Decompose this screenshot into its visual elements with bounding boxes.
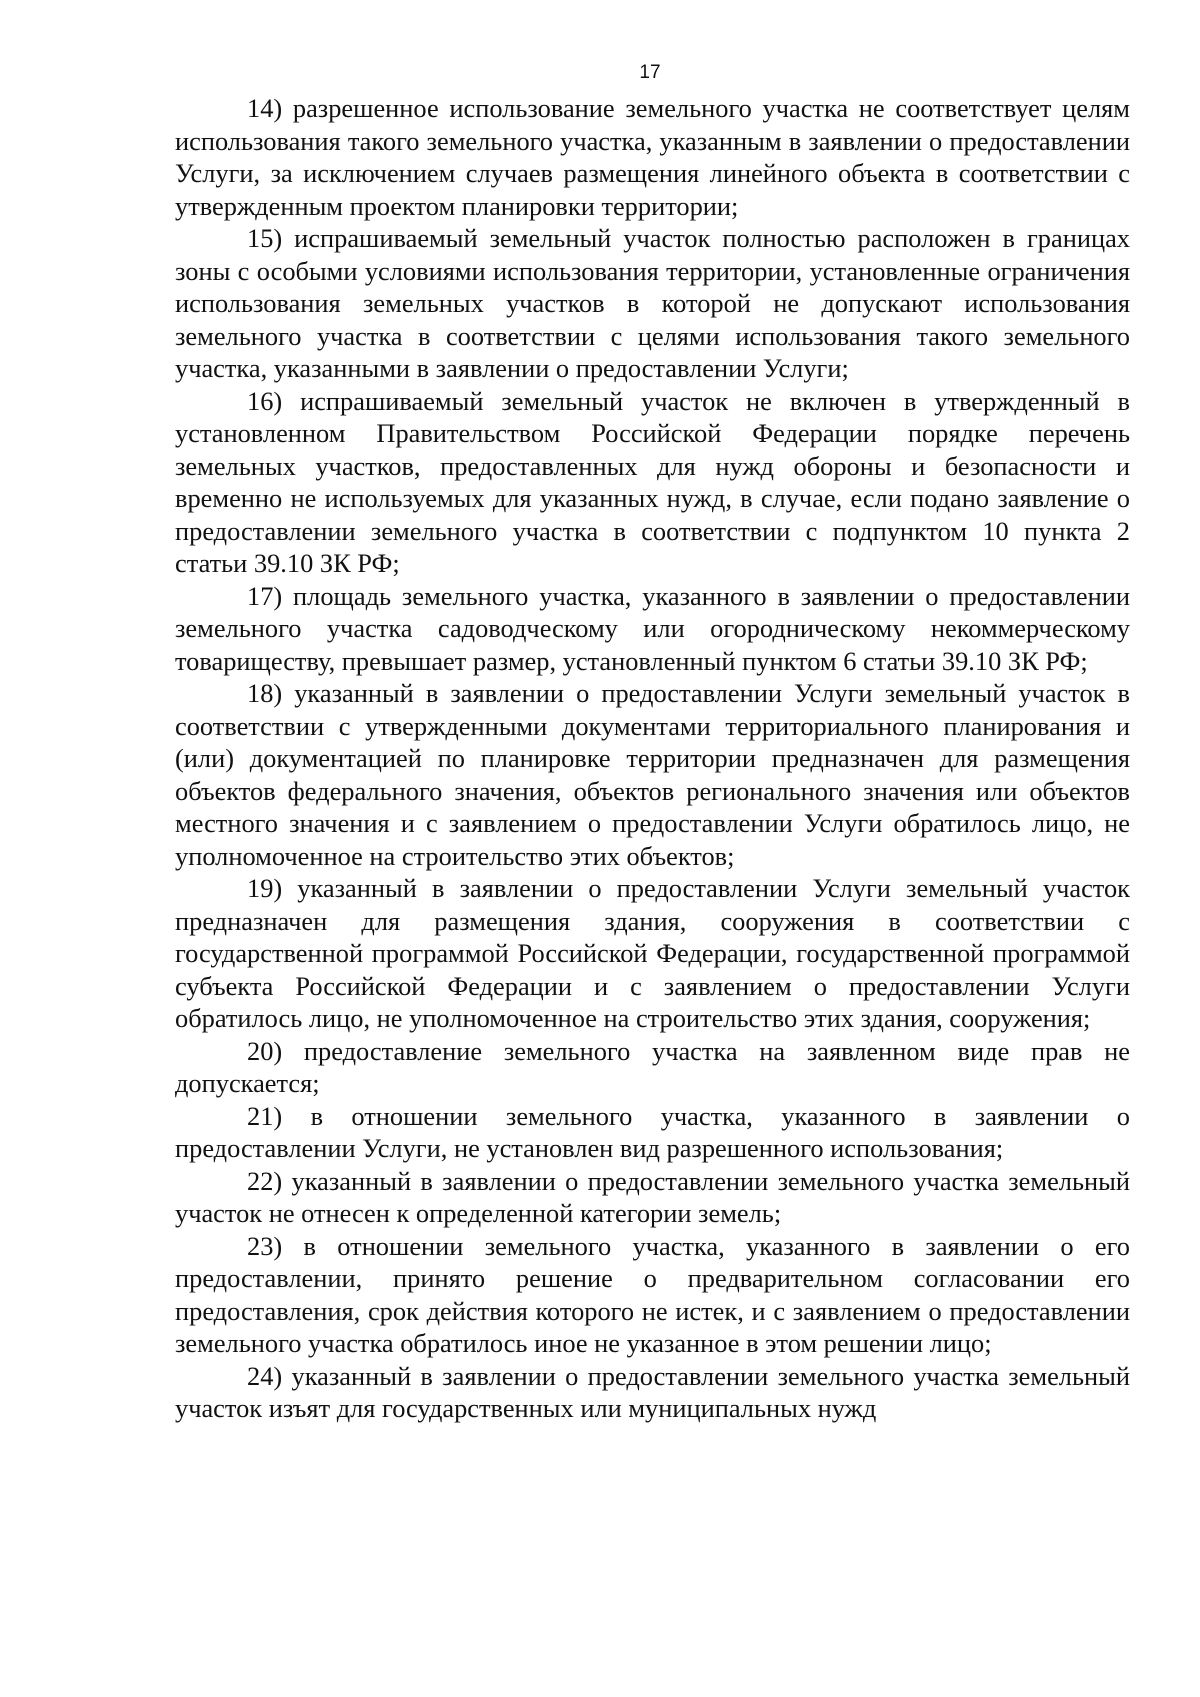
paragraph-item-18: 18) указанный в заявлении о предоставлении Услуги земельный участок в соответствии с утвержденными документами территориального планирования и (или) документацией по планировке территории предназначен для размещения объектов федерального значения, объектов регионального значения или объектов местного значения и с заявлением о предоставлении Услуги обратилось лицо, не уполномоченное на строительство этих объектов; xyxy=(175,678,1130,871)
paragraph-item-21: 21) в отношении земельного участка, указанного в заявлении о предоставлении Услуги, не установлен вид разрешенного использования; xyxy=(175,1100,1130,1163)
paragraph-item-20: 20) предоставление земельного участка на заявленном виде прав не допускается; xyxy=(175,1035,1130,1098)
paragraph-item-17: 17) площадь земельного участка, указанного в заявлении о предоставлении земельного участка садоводческому или огородническому некоммерческому товариществу, превышает размер, установленный пунктом 6 статьи 39.10 ЗК РФ; xyxy=(175,580,1130,676)
paragraph-item-19: 19) указанный в заявлении о предоставлении Услуги земельный участок предназначен для размещения здания, сооружения в соответствии с государственной программой Российской Федерации, государственной программой субъекта Российской Федерации и с заявлением о предоставлении Услуги обратилось лицо, не уполномоченное на строительство этих здания, сооружения; xyxy=(175,873,1130,1033)
document-body xyxy=(175,92,1130,1425)
paragraph-item-15: 15) испрашиваемый земельный участок полностью расположен в границах зоны с особыми условиями использования территории, установленные ограничения использования земельных участков в которой не допускают использования земельного участка в соответствии с целями использования такого земельного участка, указанными в заявлении о предоставлении Услуги; xyxy=(175,223,1130,383)
paragraph-item-14: 14) разрешенное использование земельного участка не соответствует целям использования такого земельного участка, указанным в заявлении о предоставлении Услуги, за исключением случаев размещения линейного объекта в соответствии с утвержденным проектом планировки территории; xyxy=(175,93,1130,221)
page-number: 17 xyxy=(639,62,661,83)
paragraph-item-24: 24) указанный в заявлении о предоставлении земельного участка земельный участок изъят для государственных или муниципальных нужд xyxy=(175,1360,1130,1423)
paragraph-item-16: 16) испрашиваемый земельный участок не включен в утвержденный в установленном Правительством Российской Федерации порядке перечень земельных участков, предоставленных для нужд обороны и безопасности и временно не используемых для указанных нужд, в случае, если подано заявление о предоставлении земельного участка в соответствии с подпунктом 10 пункта 2 статьи 39.10 ЗК РФ; xyxy=(175,385,1130,578)
paragraph-item-23: 23) в отношении земельного участка, указанного в заявлении о его предоставлении, принято решение о предварительном согласовании его предоставления, срок действия которого не истек, и с заявлением о предоставлении земельного участка обратилось иное не указанное в этом решении лицо; xyxy=(175,1230,1130,1358)
paragraph-item-22: 22) указанный в заявлении о предоставлении земельного участка земельный участок не отнесен к определенной категории земель; xyxy=(175,1165,1130,1228)
